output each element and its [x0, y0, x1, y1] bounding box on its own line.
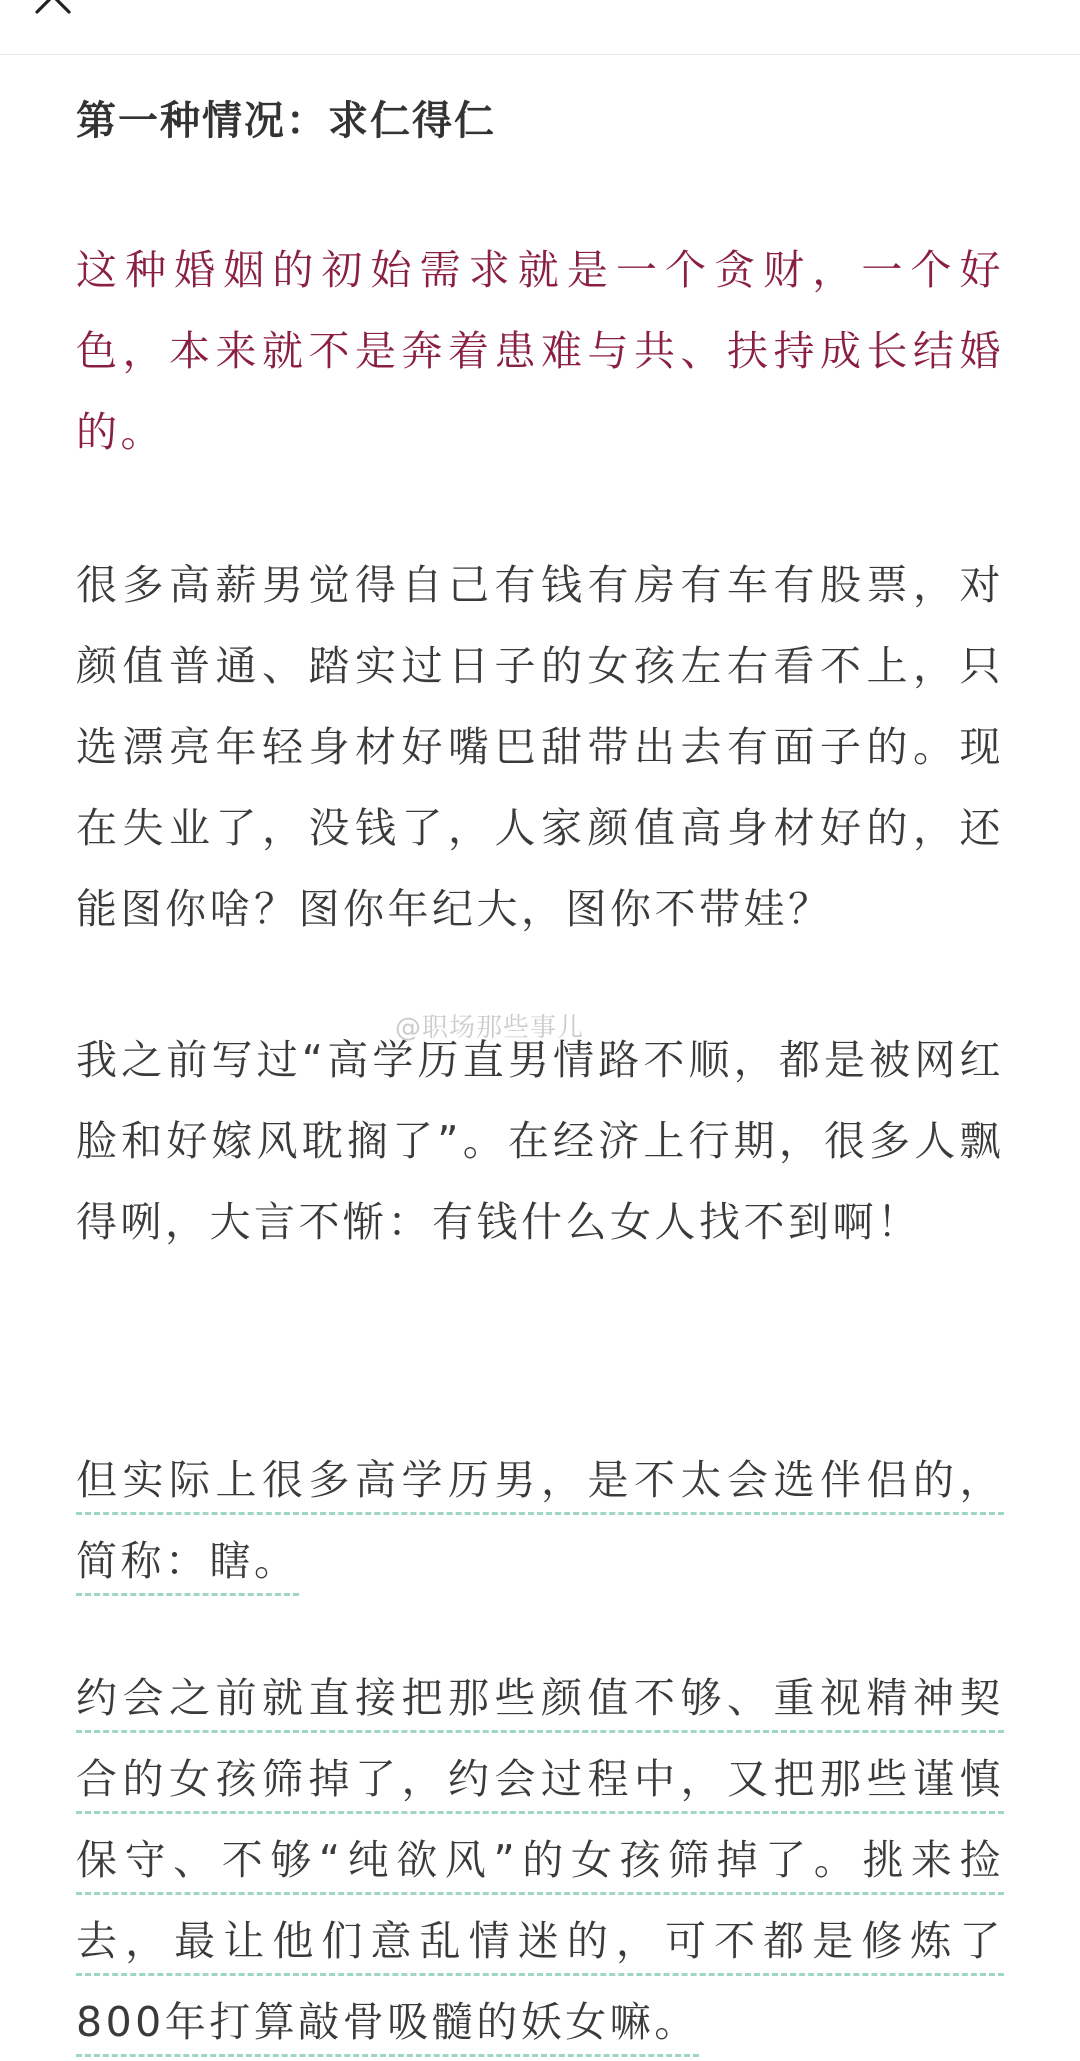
underlined-text: 但实际上很多高学历男，是不太会选伴侣的，简称：瞎。: [76, 1456, 1004, 1596]
top-bar: [0, 0, 1080, 55]
highlight-paragraph: 这种婚姻的初始需求就是一个贪财，一个好色，本来就不是奔着患难与共、扶持成长结婚的。: [76, 246, 1004, 456]
section-heading: 第一种情况：求仁得仁: [76, 98, 496, 144]
close-icon[interactable]: [33, 0, 73, 16]
underlined-paragraph-choose-partner: [76, 1440, 1004, 1602]
watermark: @职场那些事儿: [395, 1013, 585, 1043]
paragraph-previous-article: 我之前写过“高学历直男情路不顺，都是被网红脸和好嫁风耽搁了”。在经济上行期，很多人飘得咧，大言不惭：有钱什么女人找不到啊！: [76, 1036, 1004, 1246]
underlined-text: 约会之前就直接把那些颜值不够、重视精神契合的女孩筛掉了，约会过程中，又把那些谨慎保守、不够“纯欲风”的女孩筛掉了。挑来捡去，最让他们意乱情迷的，可不都是修炼了800年打算敲骨吸髓的妖女嘛。: [76, 1674, 1004, 2057]
paragraph-high-salary: 很多高薪男觉得自己有钱有房有车有股票，对颜值普通、踏实过日子的女孩左右看不上，只选漂亮年轻身材好嘴巴甜带出去有面子的。现在失业了，没钱了，人家颜值高身材好的，还能图你啥？图你年纪大，图你不带娃？: [76, 561, 1004, 933]
underlined-paragraph-dating: [76, 1658, 1004, 2061]
